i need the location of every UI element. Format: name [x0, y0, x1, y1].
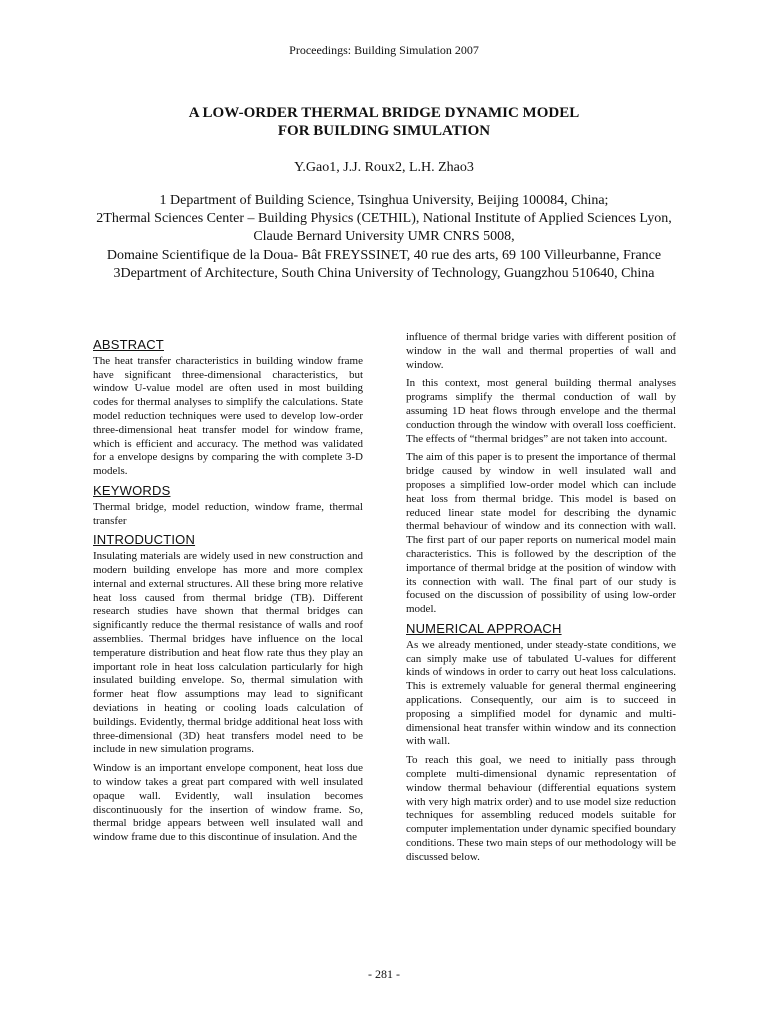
numerical-approach-paragraph-1: As we already mentioned, under steady-state conditions, we can simply make use of tabulated U-values for different kinds of windows in order to carry out heat loss calculations. This is extremely valuable for general thermal engineering applications. Consequently, our aim is to succeed in proposing a simplified model for dynamic and multi-dimensional heat transfer within window and its connection with wall. [406, 638, 676, 748]
affiliations [88, 192, 680, 283]
right-column [406, 331, 676, 869]
affiliation-3: 3Department of Architecture, South China University of Technology, Guangzhou 510640, China [113, 265, 655, 281]
page-number: - 281 - [368, 967, 400, 981]
numerical-approach-paragraph-2: To reach this goal, we need to initially pass through complete multi-dimensional dynamic representation of window thermal behaviour (differential equations system with very high matrix order) and to use model size reduction techniques for assembling reduced models suitable for computer implementation under dynamic specified boundary conditions. These two main steps of our methodology will be discussed below. [406, 754, 676, 863]
introduction-continued-1: influence of thermal bridge varies with different position of window in the wall and thermal properties of wall and window. [406, 331, 676, 371]
title-line-1: A LOW-ORDER THERMAL BRIDGE DYNAMIC MODEL [188, 105, 580, 121]
abstract-text: The heat transfer characteristics in building window frame have significant three-dimensional characteristics, but window U-value model are often used in most building codes for thermal analyses to simplify the calculations. State model reduction techniques were used to develop low-order three-dimensional heat transfer model for window frame, which is efficient and accuracy. The method was validated for a envelope designs by comparing the with complete 3-D models. [93, 354, 363, 478]
affiliation-2: 2Thermal Sciences Center – Building Physics (CETHIL), National Institute of Applied Sciences Lyon, Claude Bernard University UMR CNRS 5008, [96, 211, 672, 245]
introduction-paragraph-2: Window is an important envelope component, heat loss due to window takes a great part compared with well insulated opaque wall. Evidently, wall insulation becomes discontinuously for the insertion of window frame. So, thermal bridge appears between well insulated wall and window frame due to this discontinue of insulation. And the [93, 762, 363, 844]
left-column [93, 336, 363, 850]
keywords-text: Thermal bridge, model reduction, window frame, thermal transfer [93, 500, 363, 527]
affiliation-2-address: Domaine Scientifique de la Doua- Bât FREYSSINET, 40 rue des arts, 69 100 Villeurbanne, France [106, 247, 662, 263]
keywords-heading: KEYWORDS [93, 482, 171, 498]
running-header: Proceedings: Building Simulation 2007 [289, 43, 479, 57]
introduction-heading: INTRODUCTION [93, 532, 196, 548]
author-list: Y.Gao1, J.J. Roux2, L.H. Zhao3 [294, 160, 474, 175]
abstract-heading: ABSTRACT [93, 337, 164, 352]
introduction-paragraph-1: Insulating materials are widely used in new construction and modern building envelope has more and more complex internal and external structures. All these bring more relative heat loss caused from thermal bridge (TB). Different research studies have shown that thermal bridges can significantly reduce the thermal resistance of walls and roof assemblies. Thermal bridges have influence on the local temperature distribution and heat flow rate thus they play an important role in heat loss calculation particularly for high insulated building envelope. So, thermal simulation with former heat flow assumptions may lead to significant deviations in heating or cooling loads calculation of buildings. Evidently, thermal bridge additional heat loss with three-dimensional (3D) heat transfers model need to be include in new simulation programs. [93, 550, 363, 756]
affiliation-1: 1 Department of Building Science, Tsinghua University, Beijing 100084, China; [159, 193, 609, 208]
title-line-2: FOR BUILDING SIMULATION [277, 123, 491, 139]
paper-title [0, 104, 768, 140]
numerical-approach-heading: NUMERICAL APPROACH [406, 620, 562, 636]
introduction-continued-2: In this context, most general building thermal analyses programs simplify the thermal conduction of wall by assuming 1D heat flows through envelope and the thermal conduction through the window with overall loss coefficient. The effects of “thermal bridges” are not taken into account. [406, 377, 676, 445]
introduction-continued-3: The aim of this paper is to present the importance of thermal bridge caused by window in well insulated wall and proposes a simplified low-order model which can include heat loss from thermal bridge. This model is based on reduced linear state model for describing the dynamic thermal behaviour of window and its connection with wall. The first part of our paper reports on numerical model main characteristics. This is followed by the description of the importance of thermal bridge at the position of window with its connection with wall. The final part of our study is focused on the discussion of possibility of using low-order model. [406, 451, 676, 616]
